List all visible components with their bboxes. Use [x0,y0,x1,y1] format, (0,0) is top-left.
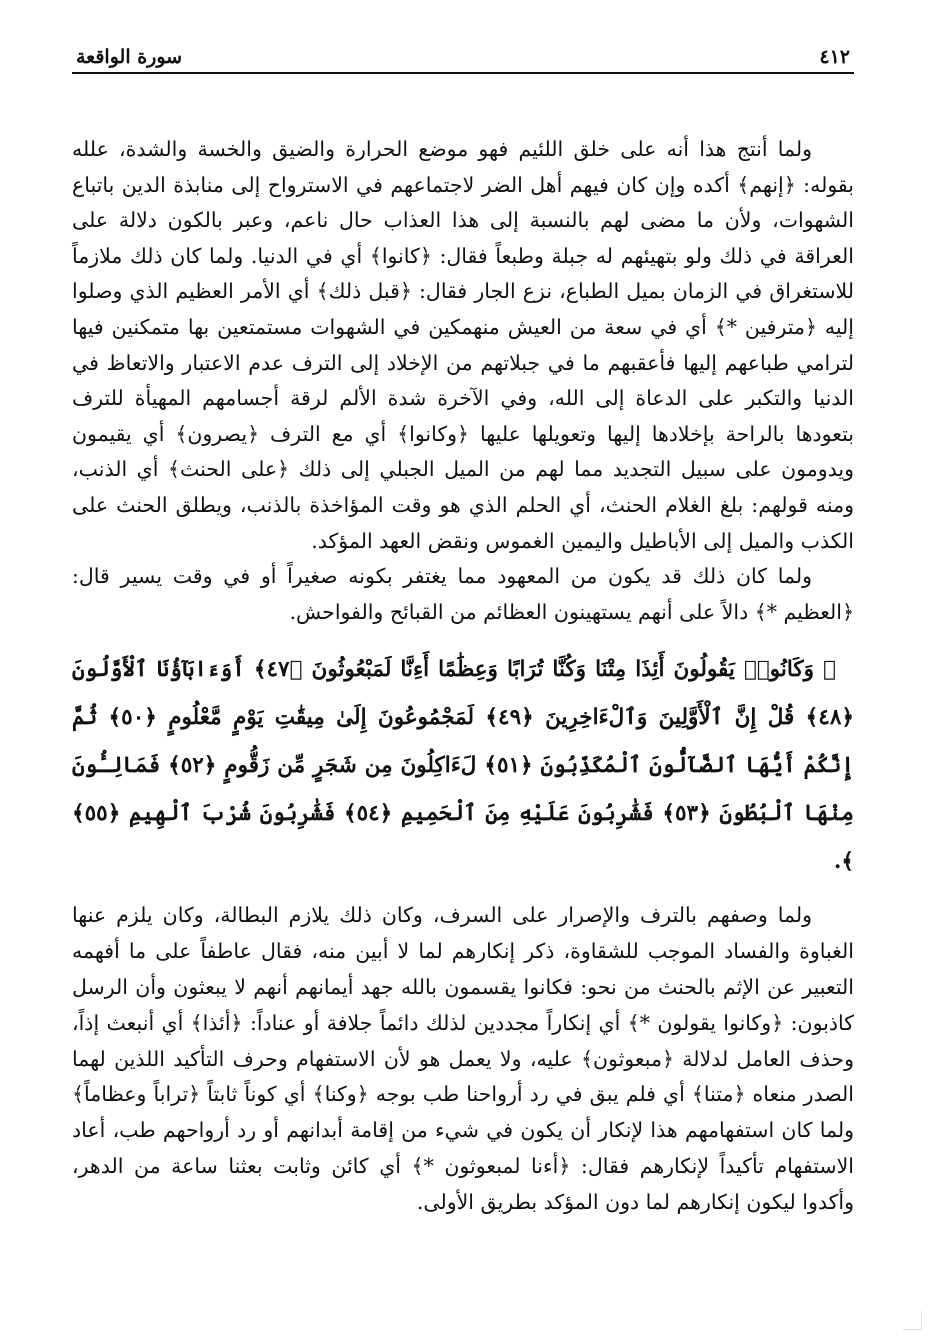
paragraph-3: ولما وصفهم بالترف والإصرار على السرف، وكان ذلك يلازم البطالة، وكان يلزم عنها الغباوة والفساد الموجب للشقاوة، ذكر إنكارهم لما لا أبين منه، فقال عاطفاً على ما أفهمه التعبير عن الإثم بالحنث من نحو: فكانوا يقسمون بالله جهد أيمانهم أنهم لا يبعثون وأن الرسل كاذبون: ﴿وكانوا يقولون *﴾ أي إنكاراً مجددين لذلك دائماً جلافة أو عناداً: ﴿أئذا﴾ أي أنبعث إذاً، وحذف العامل لدلالة ﴿مبعوثون﴾ عليه، ولا يعمل هو لأن الاستفهام وحرف التأكيد اللذين لهما الصدر منعاه ﴿متنا﴾ أي فلم يبق في رد أرواحنا طب بوجه ﴿وكنا﴾ أي كوناً ثابتاً ﴿تراباً وعظاماً﴾ ولما كان استفهامهم هذا لإنكار أن يكون في شيء من إقامة أبدانهم أو رد أرواحهم طب، أعاد الاستفهام تأكيداً لإنكارهم فقال: ﴿أءنا لمبعوثون *﴾ أي كائن وثابت بعثنا ساعة من الدهر، وأكدوا ليكون إنكارهم لما دون المؤكد بطريق الأولى. [72,903,854,1214]
paragraph-1: ولما أنتج هذا أنه على خلق اللئيم فهو موضع الحرارة والضيق والخسة والشدة، علله بقوله: ﴿إنهم﴾ أكده وإن كان فيهم أهل الضر لاجتماعهم في الاسترواح إلى منابذة الدين باتباع الشهوات، ولأن ما مضى لهم بالنسبة إلى هذا العذاب حال ناعم، وعبر بالكون دلالة على العراقة في ذلك ولو بتهيئهم له جبلة وطبعاً فقال: ﴿كانوا﴾ أي في الدنيا. ولما كان ذلك ملازماً للاستغراق في الزمان بميل الطباع، نزع الجار فقال: ﴿قبل ذلك﴾ أي الأمر العظيم الذي وصلوا إليه ﴿مترفين *﴾ أي في سعة من العيش منهمكين في الشهوات مستمتعين بها متمكنين فيها لترامي طباعهم إليها فأعقبهم ما في جبلاتهم من الإخلاد إلى الترف عدم الاعتبار والاتعاظ في الدنيا والتكبر على الدعاة إلى الله، وفي الآخرة شدة الألم لرقة أجسامهم المهيأة للترف بتعودها بالراحة بإخلادها إليها وتعويلها عليها ﴿وكانوا﴾ أي مع الترف ﴿يصرون﴾ أي يقيمون ويدومون على سبيل التجديد مما لهم من الميل الجبلي إلى ذلك ﴿على الحنث﴾ أي الذنب، ومنه قولهم: بلغ الغلام الحنث، أي الحلم الذي هو وقت المؤاخذة بالذنب، ويطلق الحنث على الكذب والميل إلى الأباطيل واليمين الغموس ونقض العهد المؤكد. [72,137,854,553]
paragraph-2: ولما كان ذلك قد يكون من المعهود مما يغتفر بكونه صغيراً أو في وقت يسير قال: ﴿العظيم *﴾ دالاً على أنهم يستهينون العظائم من القبائح والفواحش. [72,564,854,624]
commentary-upper [72,132,854,630]
surah-title: سورة الواقعة [76,46,183,68]
quran-verses: ﴿ وَكَانُوا۟ يَقُولُونَ أَئِذَا مِتْنَا وَكُنَّا تُرَابًا وَعِظَٰمًا أَءِنَّا لَمَبْعُوثُونَ ﴿٤٧﴾ أَوَءَابَآؤُنَا ٱلْأَوَّلُونَ ﴿٤٨﴾ قُلْ إِنَّ ٱلْأَوَّلِينَ وَٱلْءَاخِرِينَ ﴿٤٩﴾ لَمَجْمُوعُونَ إِلَىٰ مِيقَٰتِ يَوْمٍ مَّعْلُومٍ ﴿٥٠﴾ ثُمَّ إِنَّكُمْ أَيُّهَا ٱلضَّآلُّونَ ٱلْمُكَذِّبُونَ ﴿٥١﴾ لَءَاكِلُونَ مِن شَجَرٍ مِّن زَقُّومٍ ﴿٥٢﴾ فَمَالِـُٔونَ مِنْهَا ٱلْبُطُونَ ﴿٥٣﴾ فَشَٰرِبُونَ عَلَيْهِ مِنَ ٱلْحَمِيمِ ﴿٥٤﴾ فَشَٰرِبُونَ شُرْبَ ٱلْهِيمِ ﴿٥٥﴾ ﴾. [72,657,854,875]
page-corner-mark [903,1311,922,1330]
commentary-lower [72,898,854,1220]
running-header [72,40,854,74]
page-number: ٤١٢ [819,46,850,68]
